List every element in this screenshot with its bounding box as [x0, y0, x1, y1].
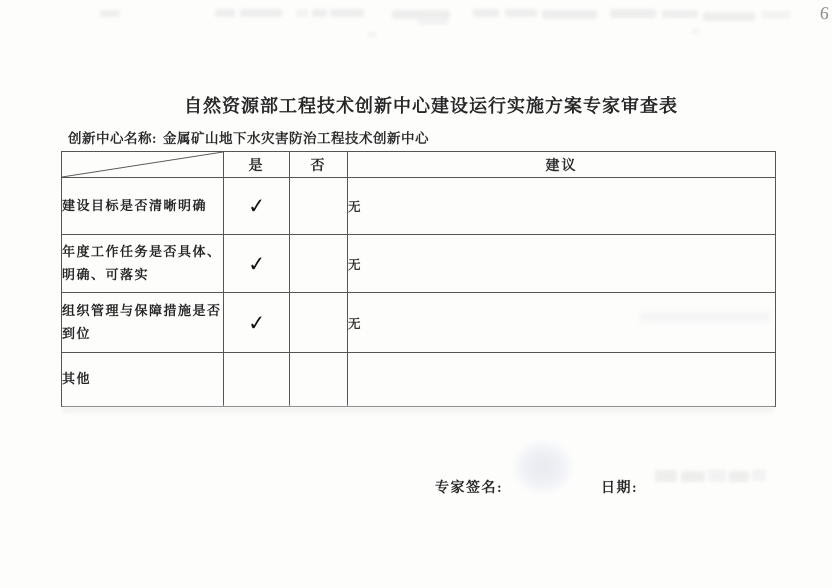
suggestion-text	[348, 353, 776, 407]
yes-checkmark-cell	[224, 235, 290, 293]
page-number-pencil-mark: 6	[818, 2, 831, 24]
scan-bleed-artifact	[312, 9, 327, 17]
scan-bleed-artifact	[215, 9, 235, 17]
header-suggestion: 建议	[348, 152, 776, 178]
suggestion-text: 无	[348, 178, 776, 235]
suggestion-text: 无	[348, 293, 776, 353]
table-row	[62, 235, 776, 293]
yes-checkmark-cell	[224, 353, 290, 407]
criterion-label: 年度工作任务是否具体、明确、可落实	[62, 235, 224, 293]
scan-bleed-artifact	[692, 29, 699, 34]
center-name-line	[68, 127, 429, 147]
scan-bleed-artifact	[703, 12, 755, 21]
checkmark: ✓	[246, 250, 267, 277]
scan-bleed-artifact	[473, 9, 499, 17]
yes-checkmark-cell	[224, 178, 290, 235]
review-table	[61, 151, 776, 407]
scan-bleed-artifact	[418, 18, 448, 25]
scan-bleed-artifact	[610, 9, 656, 18]
center-name-label: 创新中心名称:	[68, 131, 157, 146]
no-checkmark-cell	[290, 293, 348, 353]
yes-checkmark-cell	[224, 293, 290, 353]
scan-bleed-artifact	[542, 10, 597, 19]
criterion-label: 组织管理与保障措施是否到位	[62, 293, 224, 353]
scan-bleed-artifact	[100, 10, 120, 17]
scan-bleed-artifact	[505, 9, 537, 17]
scan-bleed-artifact	[662, 10, 698, 18]
scan-smear	[62, 407, 774, 412]
header-no: 否	[290, 152, 348, 178]
scan-bleed-artifact	[330, 9, 364, 17]
criterion-label: 其他	[62, 353, 224, 407]
criterion-label: 建设目标是否清晰明确	[62, 178, 224, 235]
scan-bleed-artifact	[240, 9, 282, 17]
table-header-row	[62, 152, 776, 178]
scan-bleed-artifact	[762, 11, 790, 19]
date-label: 日期:	[601, 481, 639, 496]
no-checkmark-cell	[290, 353, 348, 407]
expert-signature-label: 专家签名:	[435, 481, 504, 496]
signature-footer	[0, 477, 832, 497]
scan-bleed-artifact	[368, 32, 376, 37]
header-corner-cell	[62, 152, 224, 178]
scan-bleed-artifact	[296, 9, 308, 17]
scan-bleed-artifact	[392, 10, 450, 19]
checkmark: ✓	[246, 193, 267, 219]
checkmark: ✓	[246, 309, 267, 336]
table-row	[62, 178, 776, 235]
no-checkmark-cell	[290, 235, 348, 293]
table-row	[62, 353, 776, 407]
suggestion-text: 无	[348, 235, 776, 293]
no-checkmark-cell	[290, 178, 348, 235]
center-name-value: 金属矿山地下水灾害防治工程技术创新中心	[163, 131, 429, 146]
header-yes: 是	[224, 152, 290, 178]
diagonal-line	[62, 152, 223, 177]
document-title: 自然资源部工程技术创新中心建设运行实施方案专家审查表	[184, 96, 678, 116]
table-row	[62, 293, 776, 353]
